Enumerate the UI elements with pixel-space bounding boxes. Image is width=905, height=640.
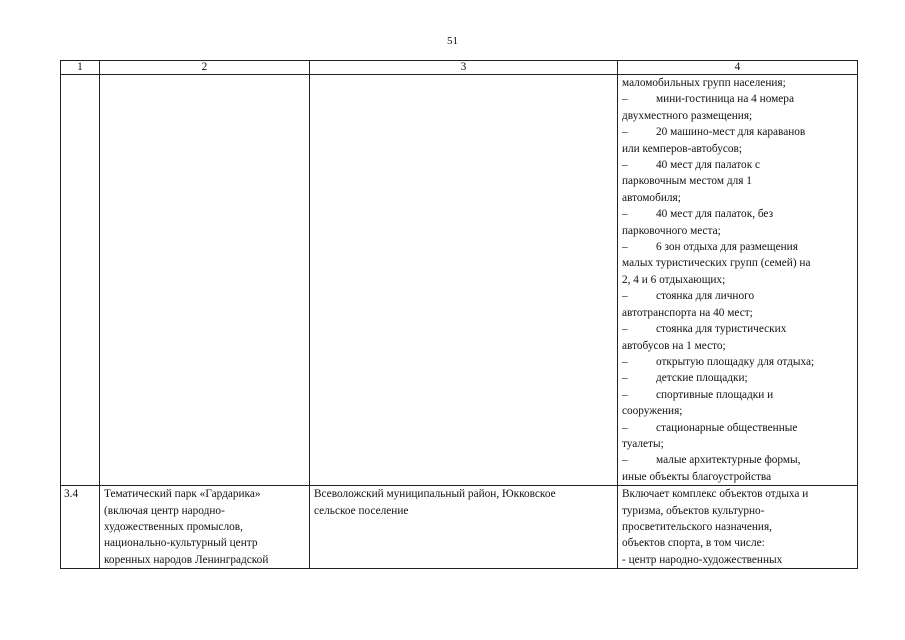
- table-header-row: [61, 61, 858, 75]
- cell-empty-1: [61, 75, 100, 486]
- header-col-3: 3: [310, 61, 618, 75]
- text-line: туалеты;: [622, 437, 664, 450]
- text-line: художественных промыслов,: [104, 520, 243, 533]
- cell-location: [310, 486, 618, 569]
- cell-facilities-list: [618, 75, 858, 486]
- text-line: парковочного места;: [622, 224, 721, 237]
- text-line: – 6 зон отдыха для размещения: [622, 241, 798, 254]
- text-line: – спортивные площадки и: [622, 388, 774, 401]
- text-line: двухместного размещения;: [622, 109, 753, 122]
- text-line: просветительского назначения,: [622, 520, 772, 533]
- table-row-continued: [61, 75, 858, 486]
- text-line: – стационарные общественные: [622, 421, 798, 434]
- facilities-lines: [622, 75, 853, 485]
- cell-object-name: [100, 486, 310, 569]
- text-line: туризма, объектов культурно-: [622, 504, 765, 517]
- page-number: 51: [447, 35, 458, 47]
- text-line: – 40 мест для палаток с: [622, 159, 761, 172]
- location-lines: [314, 486, 613, 519]
- table-row-3-4: [61, 486, 858, 569]
- text-line: – стоянка для туристических: [622, 323, 787, 336]
- text-line: коренных народов Ленинградской: [104, 553, 269, 566]
- text-line: автотранспорта на 40 мест;: [622, 306, 753, 319]
- text-line: - центр народно-художественных: [622, 553, 783, 566]
- text-line: Всеволожский муниципальный район, Юкковское: [314, 488, 556, 501]
- object-name-lines: [104, 486, 305, 568]
- header-col-2: 2: [100, 61, 310, 75]
- text-line: или кемперов-автобусов;: [622, 142, 742, 155]
- text-line: – 40 мест для палаток, без: [622, 208, 774, 221]
- text-line: – детские площадки;: [622, 372, 748, 385]
- header-col-1: 1: [61, 61, 100, 75]
- text-line: автобусов на 1 место;: [622, 339, 726, 352]
- text-line: маломобильных групп населения;: [622, 77, 786, 89]
- text-line: малых туристических групп (семей) на: [622, 257, 811, 270]
- text-line: Включает комплекс объектов отдыха и: [622, 488, 809, 501]
- text-line: Тематический парк «Гардарика»: [104, 488, 261, 501]
- text-line: автомобиля;: [622, 191, 681, 204]
- description-lines: [622, 486, 853, 568]
- text-line: 2, 4 и 6 отдыхающих;: [622, 273, 726, 286]
- header-col-4: 4: [618, 61, 858, 75]
- text-line: национально-культурный центр: [104, 537, 258, 550]
- cell-empty-3: [310, 75, 618, 486]
- text-line: парковочным местом для 1: [622, 175, 752, 188]
- text-line: иные объекты благоустройства: [622, 470, 772, 483]
- text-line: сельское поселение: [314, 504, 409, 517]
- text-line: – 20 машино-мест для караванов: [622, 126, 806, 139]
- document-table: [60, 60, 858, 569]
- text-line: – мини-гостиница на 4 номера: [622, 93, 794, 106]
- cell-empty-2: [100, 75, 310, 486]
- text-line: – стоянка для личного: [622, 290, 755, 303]
- text-line: объектов спорта, в том числе:: [622, 537, 765, 550]
- text-line: сооружения;: [622, 405, 683, 418]
- text-line: – открытую площадку для отдыха;: [622, 355, 815, 368]
- text-line: (включая центр народно-: [104, 504, 225, 517]
- row-number: 3.4: [61, 486, 100, 569]
- text-line: – малые архитектурные формы,: [622, 454, 801, 467]
- cell-description: [618, 486, 858, 569]
